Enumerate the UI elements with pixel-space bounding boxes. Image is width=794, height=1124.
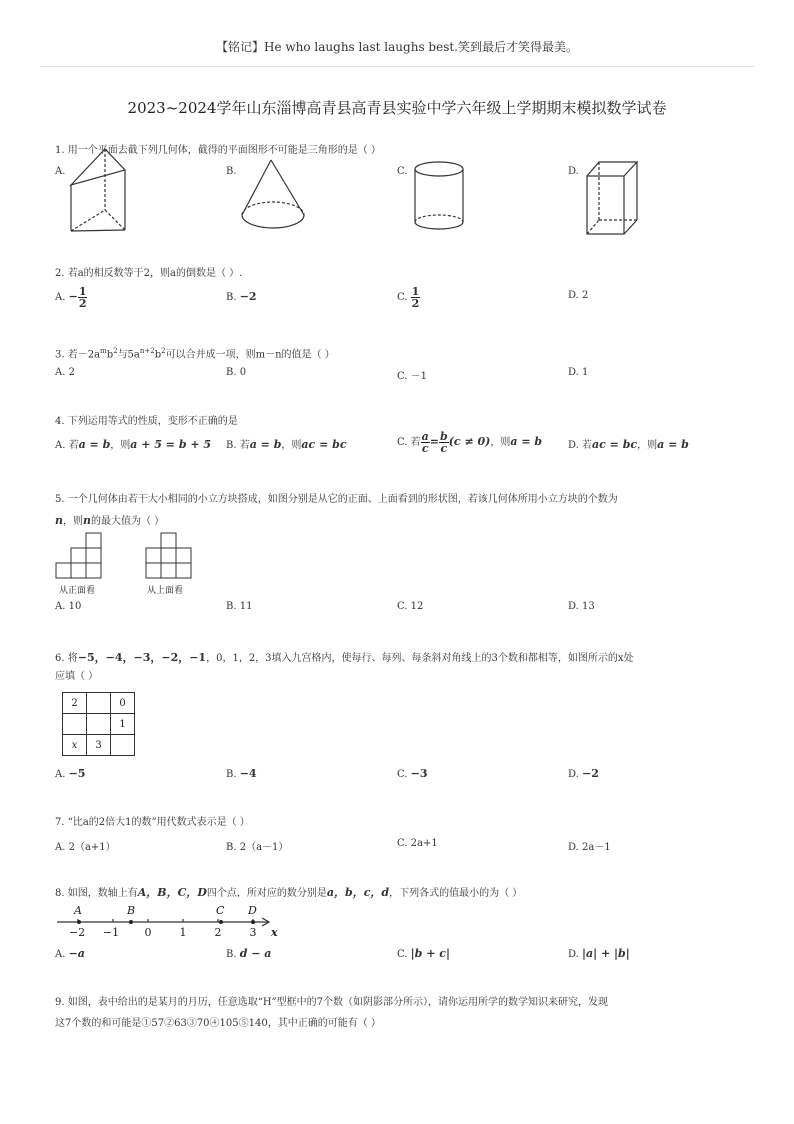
q4-math: a = b [510,435,543,448]
q2-option-c-fraction [411,286,421,309]
question-7-text: 7. “比a的2倍大1的数”用代数式表示是（ ） [55,817,250,828]
q4-option-a[interactable] [55,436,211,451]
q8-text-part: 四个点，所对应的数分别是 [206,888,327,899]
fraction-denominator: c [440,442,448,455]
point-c-label: C [216,904,225,917]
question-1-text: 1. 用一个平面去截下列几何体，截得的平面图形不可能是三角形的是（ ） [55,145,381,156]
q4-math: a = b [78,438,111,451]
q4-math: a = b [249,438,282,451]
q7-option-b[interactable]: B. 2（a－1） [226,842,289,853]
q3-option-d[interactable]: D. 1 [568,367,589,378]
q8-option-b-value: d − a [239,947,272,960]
q2-option-b-label: B. [226,292,237,303]
grid-cell: 0 [111,693,135,714]
q5-text-part: 的最大值为（ ） [91,516,165,527]
q3-option-b[interactable]: B. 0 [226,367,247,378]
q3-text-part: b [106,349,114,361]
triangular-prism-figure [68,145,128,235]
question-8-text [55,886,522,901]
q5-math: n [83,514,91,527]
rectangular-prism-figure [584,158,644,238]
question-6-text-line1 [55,651,634,666]
front-view-figure [55,531,105,581]
q3-text-part: 可以合并成一项，则m－n的值是（ ） [165,349,335,361]
q4-math: a + 5 = b + 5 [130,438,212,451]
q3-exponent: n+2 [139,347,155,355]
q6-option-a-value: −5 [68,767,86,780]
q3-exponent: m [100,347,107,355]
top-view-caption: 从上面看 [147,586,184,596]
q4-text: ，则 [281,440,302,451]
q7-option-a[interactable]: A. 2（a+1） [55,842,116,853]
q6-option-d[interactable] [568,767,599,780]
q6-text-part: 6. 将 [55,653,78,664]
q8-option-c-value: |b + c| [410,947,450,960]
q8-option-c-label: C. [397,949,408,960]
q8-option-c[interactable] [397,947,450,960]
q2-option-d-value: 2 [582,290,589,301]
point-b-marker [129,920,133,924]
q8-option-a-value: −a [68,947,85,960]
point-a-label: A [74,904,82,917]
q4-math: ac = bc [592,438,638,451]
question-4-text: 4. 下列运用等式的性质，变形不正确的是 [55,416,238,427]
cylinder-figure [413,160,468,235]
grid-cell [87,693,111,714]
fraction-denominator: c [421,442,429,455]
q6-option-c-label: C. [397,769,408,780]
question-9-text-line1: 9. 如图，表中给出的是某月的月历，任意选取“H”型框中的7个数（如阴影部分所示），请你运用所学的数学知识来研究，发现 [55,997,609,1008]
q4-math: ac = bc [301,438,347,451]
page-title: 2023~2024学年山东淄博高青县高青县实验中学六年级上学期期末模拟数学试卷 [127,99,667,117]
q3-option-c[interactable]: C. －1 [397,371,428,382]
q7-option-d[interactable]: D. 2a－1 [568,842,611,853]
grid-cell: x [63,735,87,756]
top-view-figure [145,531,195,581]
point-d-label: D [248,904,257,917]
question-9-text-line2: 这7个数的和可能是①57②63③70④105⑤140，其中正确的可能有（ ） [55,1018,381,1029]
q3-text-part: b [154,349,162,361]
magic-square-grid [62,692,135,756]
question-2-text: 2. 若a的相反数等于2，则a的倒数是（ ）. [55,268,243,279]
q8-option-d[interactable] [568,947,630,960]
point-a-marker [77,920,81,924]
header-divider [40,66,754,67]
point-c-marker [219,920,223,924]
q4-math: = [429,435,440,448]
q6-option-c-value: −3 [410,767,428,780]
q2-option-a[interactable] [55,286,87,309]
q6-text-part: ，0，1，2，3填入九宫格内，使每行、每列、每条斜对角线上的3个数和都相等，如图所示的x处 [206,653,634,664]
fraction-numerator: 1 [78,285,87,298]
q4-option-b[interactable] [226,436,347,451]
q3-text-part: 与5a [117,349,140,361]
q6-option-b-label: B. [226,769,237,780]
grid-cell [63,714,87,735]
question-3-text [55,344,335,362]
q4-option-c-label: C. 若 [397,437,421,448]
q4-option-a-label: A. 若 [55,440,79,451]
q4-text: ，则 [637,440,658,451]
point-b-label: B [127,904,136,917]
q5-text-part: 5. 一个几何体由若干大小相同的小立方块搭成，如图分别是从它的正面、上面看到的形状图，若该几何体所用小立方块的个数为 [55,494,618,505]
q8-option-a[interactable] [55,947,85,960]
q6-option-a[interactable] [55,767,85,780]
q6-option-a-label: A. [55,769,66,780]
q5-option-b[interactable]: B. 11 [226,601,253,612]
q1-option-a-label[interactable]: A. [55,166,66,177]
q2-option-b[interactable] [226,290,257,303]
q6-option-d-value: −2 [582,767,599,780]
q2-option-a-fraction [78,286,88,309]
q2-option-a-label: A. [55,292,66,303]
q2-option-d-label: D. [568,290,579,301]
q5-option-a[interactable]: A. 10 [55,601,82,612]
q8-option-b-label: B. [226,949,237,960]
q6-option-c[interactable] [397,767,428,780]
tick-label: −2 [68,926,86,939]
q3-text-part: 3. 若－2a [55,349,101,361]
q8-option-a-label: A. [55,949,66,960]
fraction-denominator: 2 [411,297,420,310]
q4-c-fraction-1 [421,431,430,454]
q2-option-b-value: −2 [239,290,257,303]
q6-math: −5，−4，−3，−2，−1 [77,651,207,664]
q5-option-c[interactable]: C. 12 [397,601,424,612]
q2-option-c-label: C. [397,292,408,303]
q2-option-a-sign: − [68,290,78,303]
q4-option-b-label: B. 若 [226,440,250,451]
front-view-caption: 从正面看 [59,586,96,596]
q2-option-d[interactable] [568,290,588,301]
tick-label: 2 [214,926,222,939]
q4-option-c[interactable] [397,431,542,454]
grid-cell: 2 [63,693,87,714]
q5-math: n [55,514,63,527]
q8-option-d-value: |a| + |b| [582,947,630,960]
question-5-text-line2 [55,514,164,529]
q5-option-d[interactable]: D. 13 [568,601,595,612]
grid-cell [87,714,111,735]
tick-label: 3 [249,926,257,939]
q1-option-d-label[interactable]: D. [568,166,579,177]
fraction-denominator: 2 [78,297,87,310]
q8-option-d-label: D. [568,949,579,960]
q3-exponent: 2 [113,347,118,355]
grid-cell: 3 [87,735,111,756]
q3-exponent: 2 [161,347,166,355]
fraction-numerator: b [440,430,448,443]
tick-label: 1 [179,926,187,939]
tick-label: 0 [144,926,152,939]
q4-text: ，则 [110,440,131,451]
question-6-text-line2: 应填（ ） [55,671,99,682]
grid-cell: 1 [111,714,135,735]
number-line-figure [55,903,285,939]
cone-figure [240,158,310,233]
fraction-numerator: a [421,430,429,443]
q1-option-b-label[interactable]: B. [226,166,237,177]
q6-option-d-label: D. [568,769,579,780]
grid-cell [111,735,135,756]
question-5-text-line1 [55,493,618,507]
q2-option-c[interactable] [397,286,420,309]
q8-option-b[interactable] [226,947,271,960]
fraction-numerator: 1 [411,285,420,298]
q6-option-b-value: −4 [239,767,257,780]
q1-option-c-label[interactable]: C. [397,166,408,177]
q4-math: a = b [657,438,689,451]
q8-text-part: 8. 如图，数轴上有 [55,888,138,899]
q4-math: (c ≠ 0) [448,435,491,448]
point-d-marker [251,920,255,924]
q4-text: ，则 [490,437,511,448]
q7-option-c[interactable]: C. 2a+1 [397,838,438,849]
q8-math: a，b，c，d [326,886,390,899]
q4-option-d[interactable] [568,436,689,451]
q4-option-d-label: D. 若 [568,440,593,451]
q8-text-part: ，下列各式的值最小的为（ ） [389,888,523,899]
axis-variable-label: x [271,926,278,939]
q4-c-fraction-2 [439,431,449,454]
tick-label: −1 [102,926,120,939]
q6-option-b[interactable] [226,767,257,780]
q3-option-a[interactable]: A. 2 [55,367,75,378]
page-header-motto: 【铭记】He who laughs last laughs best.笑到最后才笑得最美。 [216,40,578,54]
q5-text-part: ，则 [63,516,83,527]
q8-math: A，B，C，D [137,886,207,899]
